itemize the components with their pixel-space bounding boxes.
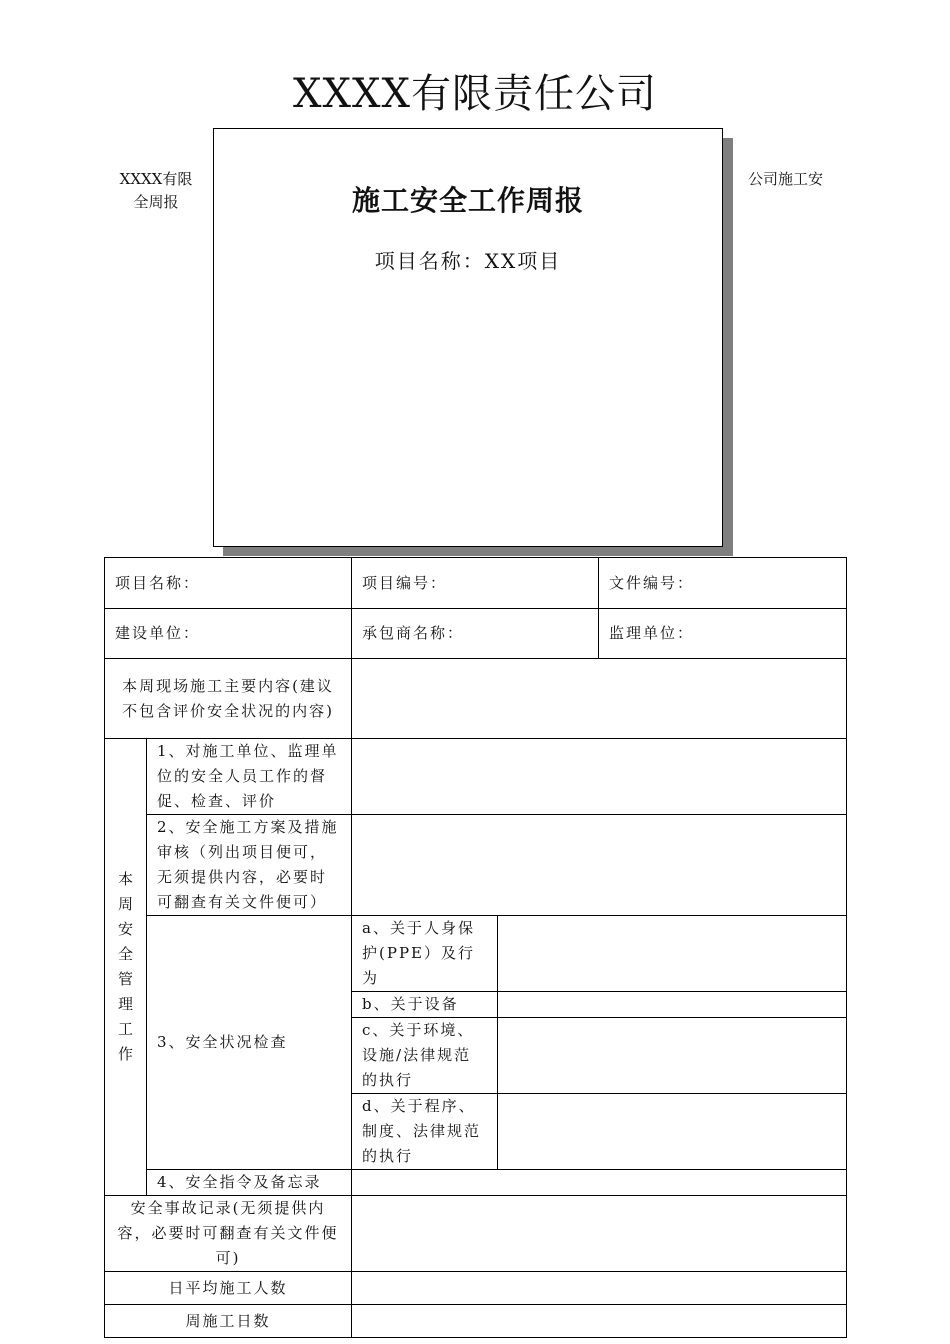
value-item-3a[interactable] — [498, 916, 847, 992]
table-row — [105, 815, 847, 916]
report-title: 施工安全工作周报 — [351, 184, 584, 217]
table-row — [105, 739, 847, 815]
table-row — [105, 659, 847, 739]
cell-contractor[interactable]: 承包商名称： — [352, 609, 599, 659]
label-section-weekly-safety — [105, 739, 147, 1196]
section-label-text: 本周安全管理工作 — [118, 870, 136, 1063]
table-row — [105, 558, 847, 609]
value-daily-workers[interactable] — [352, 1272, 847, 1305]
table-row — [105, 916, 847, 992]
label-item-3b: b、关于设备 — [352, 992, 498, 1018]
cell-client[interactable]: 建设单位： — [105, 609, 352, 659]
value-item-3d[interactable] — [498, 1094, 847, 1170]
label-work-days: 周施工日数 — [105, 1305, 352, 1338]
table-row — [105, 1305, 847, 1338]
table-row — [105, 1272, 847, 1305]
label-item-3: 3、安全状况检查 — [147, 916, 352, 1170]
cell-project-number[interactable]: 项目编号： — [352, 558, 599, 609]
label-item-2: 2、安全施工方案及措施审核（列出项目便可，无须提供内容，必要时可翻查有关文件便可） — [147, 815, 352, 916]
cover-project-name: 项目名称：XX项目 — [374, 249, 562, 273]
table-row — [105, 1170, 847, 1196]
value-item-1[interactable] — [352, 739, 847, 815]
value-accident-record[interactable] — [352, 1196, 847, 1272]
side-note-left-line-1: XXXX有限 — [119, 170, 193, 188]
table-row — [105, 609, 847, 659]
table-row — [105, 1196, 847, 1272]
value-item-2[interactable] — [352, 815, 847, 916]
label-item-1: 1、对施工单位、监理单位的安全人员工作的督促、检查、评价 — [147, 739, 352, 815]
cell-project-name[interactable]: 项目名称： — [105, 558, 352, 609]
label-weekly-content: 本周现场施工主要内容(建议不包含评价安全状况的内容) — [105, 659, 352, 739]
label-accident-record: 安全事故记录(无须提供内容，必要时可翻查有关文件便可) — [105, 1196, 352, 1272]
label-daily-workers: 日平均施工人数 — [105, 1272, 352, 1305]
label-item-3a: a、关于人身保护(PPE）及行为 — [352, 916, 498, 992]
label-item-3c: c、关于环境、设施/法律规范的执行 — [352, 1018, 498, 1094]
side-note-left — [112, 168, 200, 214]
company-title: XXXX有限责任公司 — [293, 71, 657, 117]
label-item-4: 4、安全指令及备忘录 — [147, 1170, 352, 1196]
cell-file-number[interactable]: 文件编号： — [599, 558, 847, 609]
side-note-left-line-2: 全周报 — [133, 193, 179, 211]
value-item-3c[interactable] — [498, 1018, 847, 1094]
cover-box — [213, 128, 723, 547]
value-item-4[interactable] — [352, 1170, 847, 1196]
value-item-3b[interactable] — [498, 992, 847, 1018]
weekly-report-table — [104, 557, 847, 1338]
label-item-3d: d、关于程序、制度、法律规范的执行 — [352, 1094, 498, 1170]
value-work-days[interactable] — [352, 1305, 847, 1338]
cell-supervisor[interactable]: 监理单位： — [599, 609, 847, 659]
value-weekly-content[interactable] — [352, 659, 847, 739]
side-note-right: 公司施工安 — [748, 170, 824, 188]
